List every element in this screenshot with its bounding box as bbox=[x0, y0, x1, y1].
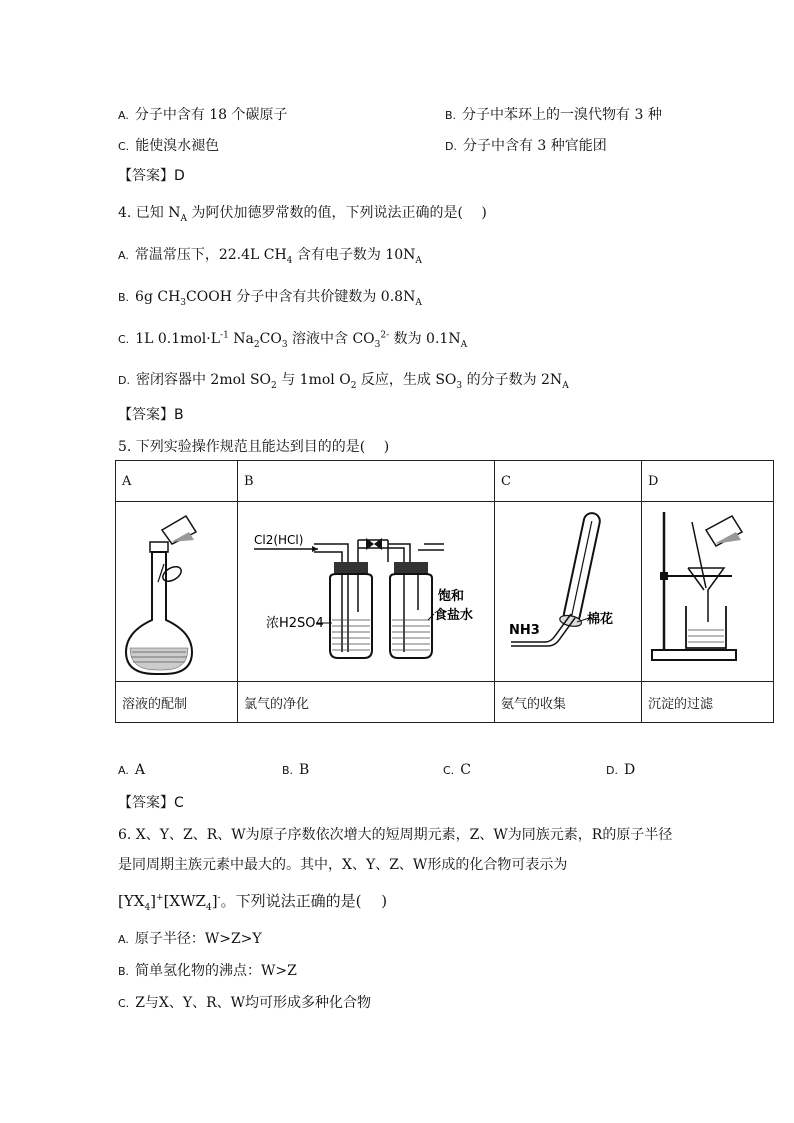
q6-option-c: C. Z与X、Y、R、W均可形成多种化合物 bbox=[118, 995, 372, 1011]
label-cl2-hcl: Cl2(HCl) bbox=[254, 533, 304, 547]
q3-answer: 【答案】D bbox=[118, 168, 185, 184]
q5-option-a: A. A bbox=[118, 762, 145, 778]
caption-a: 溶液的配制 bbox=[116, 682, 238, 723]
q4-option-d: D. 密闭容器中 2mol $SO_2$ 与 1mol $O_2$ 反应，生成 $SO_3$ 的分子数为 $2N_A$ bbox=[118, 372, 569, 391]
q6-stem-line2: 是同周期主族元素中最大的。其中，X、Y、Z、W形成的化合物可表示为 bbox=[118, 857, 568, 873]
q4-option-a: A. 常温常压下，22.4L $CH_4$ 含有电子数为 $10N_A$ bbox=[118, 247, 422, 266]
label-nh3: NH3 bbox=[509, 623, 540, 638]
header-b: B bbox=[238, 461, 495, 502]
q5-stem: 5. 下列实验操作规范且能达到目的的是( ) bbox=[118, 439, 390, 455]
header-d: D bbox=[642, 461, 774, 502]
header-a: A bbox=[116, 461, 238, 502]
q4-stem: 4. 已知 $N_A$ 为阿伏加德罗常数的值，下列说法正确的是( ) bbox=[118, 205, 487, 224]
figure-b-cell bbox=[238, 502, 495, 682]
label-cotton: 棉花 bbox=[587, 612, 614, 627]
caption-b: 氯气的净化 bbox=[238, 682, 495, 723]
q6-formula-line: $[YX_4]^+[XWZ_4]^-$。下列说法正确的是( ) bbox=[118, 892, 388, 913]
ammonia-collection-figure bbox=[495, 502, 641, 681]
q5-option-d: D. D bbox=[606, 762, 636, 778]
gas-washing-figure bbox=[238, 502, 494, 681]
volumetric-flask-figure bbox=[116, 502, 237, 681]
q3-option-c: C. 能使溴水褪色 bbox=[118, 138, 220, 154]
q6-option-a: A. 原子半径：W>Z>Y bbox=[118, 931, 262, 947]
figure-d-cell bbox=[642, 502, 774, 682]
q3-option-d: D. 分子中含有 3 种官能团 bbox=[445, 138, 607, 154]
caption-d: 沉淀的过滤 bbox=[642, 682, 774, 723]
header-c: C bbox=[495, 461, 642, 502]
q3-option-a: A. 分子中含有 18 个碳原子 bbox=[118, 107, 288, 123]
q4-option-b: B. 6g $CH_3COOH$ 分子中含有共价键数为 $0.8N_A$ bbox=[118, 289, 422, 308]
q4-option-c: C. 1L $0.1mol\cdot L^{-1}$ $Na_2CO_3$ 溶液中含 $CO_3^{2-}$ 数为 $0.1N_A$ bbox=[118, 330, 468, 350]
caption-c: 氨气的收集 bbox=[495, 682, 642, 723]
q6-option-b: B. 简单氢化物的沸点：W>Z bbox=[118, 963, 297, 979]
label-saturated: 饱和 bbox=[438, 589, 465, 604]
q3-option-b: B. 分子中苯环上的一溴代物有 3 种 bbox=[445, 107, 662, 123]
experiment-table bbox=[115, 460, 774, 723]
q6-stem-line1: 6. X、Y、Z、R、W为原子序数依次增大的短周期元素，Z、W为同族元素，R的原子半径 bbox=[118, 827, 673, 843]
figure-c-cell bbox=[495, 502, 642, 682]
q5-option-b: B. B bbox=[282, 762, 310, 778]
label-conc-h2so4: 浓H2SO4 bbox=[266, 616, 324, 631]
figure-a-cell bbox=[116, 502, 238, 682]
filtration-figure bbox=[642, 502, 773, 681]
q5-option-c: C. C bbox=[443, 762, 471, 778]
label-brine: 食盐水 bbox=[434, 608, 474, 623]
q4-answer: 【答案】B bbox=[118, 407, 184, 423]
q5-answer: 【答案】C bbox=[118, 795, 184, 811]
